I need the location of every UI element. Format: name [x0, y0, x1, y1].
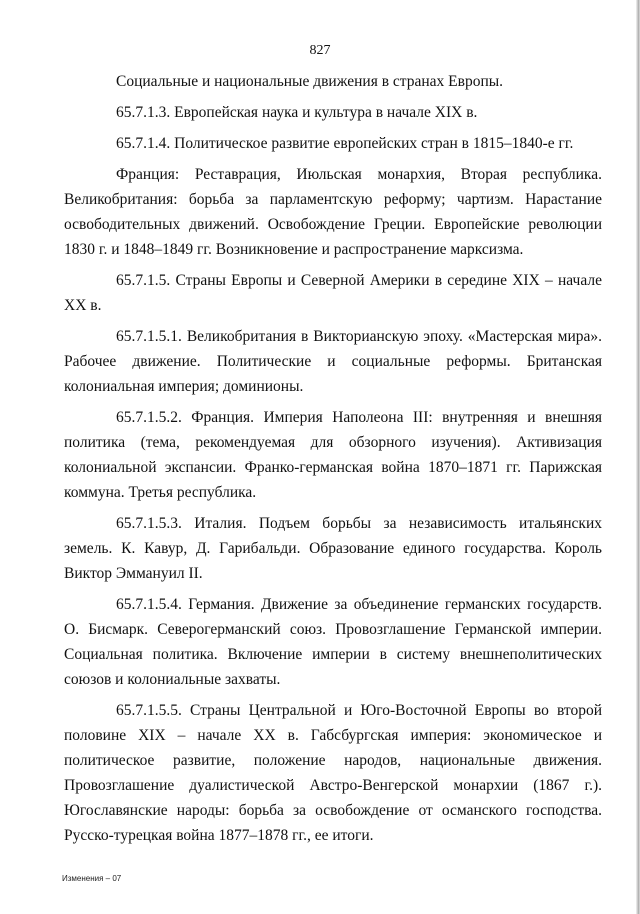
body-text — [64, 69, 602, 854]
page-number: 827 — [309, 43, 331, 58]
paragraph: Франция: Реставрация, Июльская монархия, Вторая республика. Великобритания: борьба за парламентскую реформу; чартизм. Нарастание освободительных движений. Освобождение Греции. Европейские революции 1830 г. и 1848–1849 гг. Возникновение и распространение марксизма. — [64, 166, 602, 258]
paragraph: 65.7.1.5.1. Великобритания в Викторианскую эпоху. «Мастерская мира». Рабочее движение. Политические и социальные реформы. Британская колониальная империя; доминионы. — [64, 328, 602, 395]
section-heading: 65.7.1.5. Страны Европы и Северной Америки в середине XIX – начале XX в. — [64, 272, 602, 314]
paragraph: 65.7.1.5.3. Италия. Подъем борьбы за независимость итальянских земель. К. Кавур, Д. Гарибальди. Образование единого государства. Король Виктор Эммануил II. — [64, 515, 602, 582]
paragraph: 65.7.1.5.2. Франция. Империя Наполеона III: внутренняя и внешняя политика (тема, рекомендуемая для обзорного изучения). Активизация колониальной экспансии. Франко-германская война 1870–1871 гг. Парижская коммуна. Третья республика. — [64, 409, 602, 501]
footer-revision-note: Изменения – 07 — [62, 874, 122, 883]
paragraph: 65.7.1.5.5. Страны Центральной и Юго-Восточной Европы во второй половине XIX – начале XX в. Габсбургская империя: экономическое и политическое развитие, положение народов, национальные движения. Провозглашение дуалистической Австро-Венгерской монархии (1867 г.). Югославянские народы: борьба за освобождение от османского господства. Русско-турецкая война 1877–1878 гг., ее итоги. — [64, 702, 602, 844]
section-heading: 65.7.1.3. Европейская наука и культура в начале XIX в. — [116, 104, 478, 121]
paragraph: 65.7.1.5.4. Германия. Движение за объединение германских государств. О. Бисмарк. Северогерманский союз. Провозглашение Германской империи. Социальная политика. Включение империи в систему внешнеполитических союзов и колониальные захваты. — [64, 596, 602, 688]
section-heading: 65.7.1.4. Политическое развитие европейских стран в 1815–1840-е гг. — [116, 135, 574, 152]
paragraph: Социальные и национальные движения в странах Европы. — [116, 73, 504, 90]
